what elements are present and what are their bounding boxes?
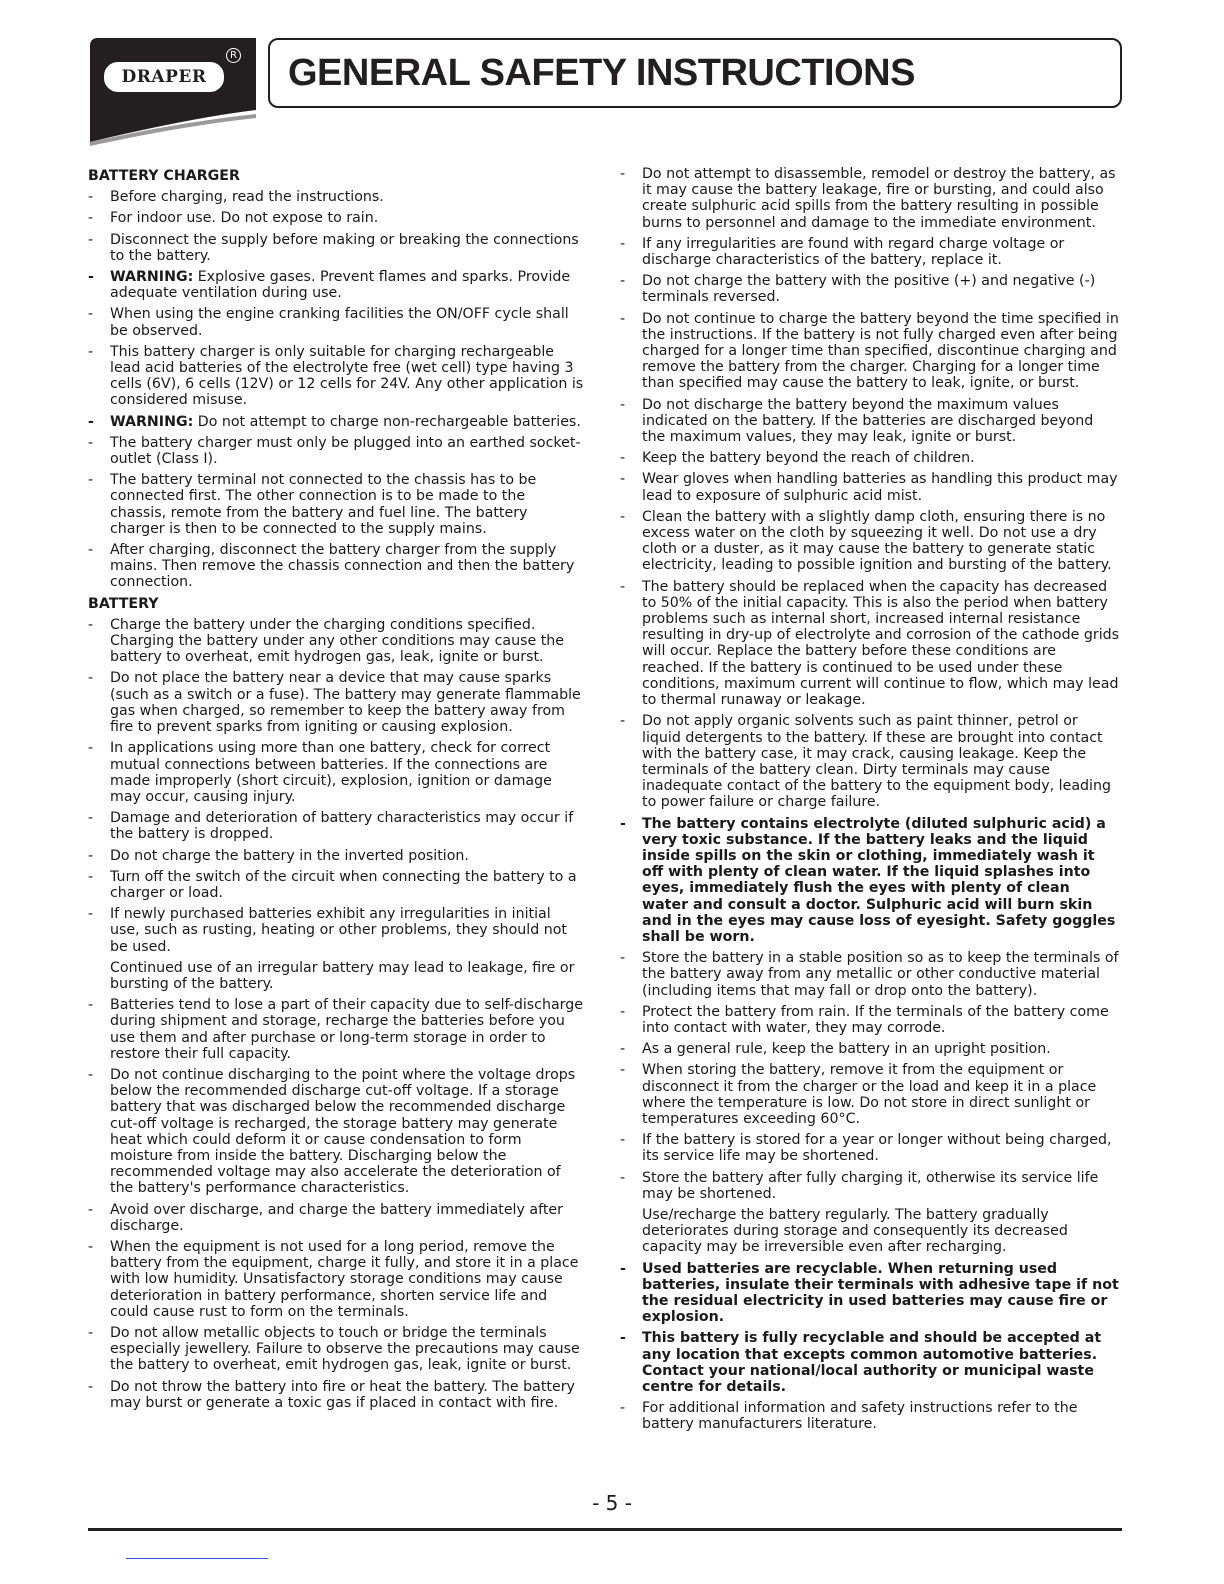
- list-item: - Damage and deterioration of battery characteristics may occur if the battery is dropped.: [88, 810, 574, 843]
- logo-brand-text: DRAPER: [102, 60, 226, 94]
- list-item: - Wear gloves when handling batteries as handling this product may lead to exposure of sulphuric acid mist.: [620, 471, 1118, 504]
- list-item: - After charging, disconnect the battery charger from the supply mains. Then remove the chassis connection and then the battery connection.: [88, 542, 575, 591]
- list-item: - When storing the battery, remove it from the equipment or disconnect it from the charger or the load and keep it in a place where the temperature is low. Do not store in direct sunlight or temperatures exceeding 60°C.: [620, 1062, 1097, 1127]
- list-item: - For indoor use. Do not expose to rain.: [88, 210, 379, 227]
- list-item: - If any irregularities are found with regard charge voltage or discharge characteristics of the battery, replace it.: [620, 235, 1065, 269]
- list-item: - As a general rule, keep the battery in an upright position.: [620, 1041, 1051, 1058]
- list-item: - For additional information and safety instructions refer to the battery manufacturers literature.: [620, 1400, 1078, 1433]
- list-item: - The battery should be replaced when the capacity has decreased to 50% of the initial capacity. This is also the period when battery problems such as internal short, increased internal resistance resulting in dry-up of electrolyte and corrosion of the cathode grids will occur. Replace the battery before these conditions are reached. If the battery is continued to be used under these conditions, maximum current will continue to flow, which may lead to thermal runaway or leakage.: [620, 578, 1120, 709]
- right-column: [620, 166, 1120, 1438]
- list-item: - Do not charge the battery with the positive (+) and negative (-) terminals reversed.: [620, 273, 1096, 306]
- battery-list: [88, 617, 584, 1411]
- list-item: - Do not continue discharging to the point where the voltage drops below the recommended discharge cut-off voltage. If a storage battery that was discharged below the recommended discharge cut-off voltage is recharged, the storage battery may generate heat which could deform it or cause condensation to form moisture from inside the battery. Discharging below the recommended voltage may also accelerate the deterioration of the battery's performance characteristics.: [88, 1066, 576, 1197]
- list-item: - Store the battery after fully charging it, otherwise its service life may be shortened.: [620, 1169, 1099, 1202]
- left-column: [88, 166, 584, 1416]
- list-item: - Before charging, read the instructions.: [88, 189, 384, 206]
- list-item-warning: - Used batteries are recyclable. When returning used batteries, insulate their terminals with adhesive tape if not the residual electricity in used batteries may cause fire or explosion.: [620, 1260, 1119, 1326]
- list-item: - Avoid over discharge, and charge the battery immediately after discharge.: [88, 1201, 563, 1234]
- list-item: - The battery charger must only be plugged into an earthed socket-outlet (Class I).: [88, 434, 581, 468]
- list-item: - Protect the battery from rain. If the terminals of the battery come into contact with water, they may corrode.: [620, 1003, 1109, 1036]
- list-item-warning: - This battery is fully recyclable and should be accepted at any location that excepts common automotive batteries. Contact your national/local authority or municipal waste centre for details.: [620, 1330, 1102, 1396]
- footer-divider: [88, 1528, 1122, 1531]
- section-heading-battery-charger: BATTERY CHARGER: [88, 168, 240, 184]
- list-item: - Do not place the battery near a device that may cause sparks (such as a switch or a fuse). The battery may generate flammable gas when charged, so remember to keep the battery away from fire to prevent sparks from igniting or causing explosion.: [88, 670, 581, 736]
- recharge-note: Use/recharge the battery regularly. The battery gradually deteriorates during storage and consequently its decreased capacity may be irreversible even after recharging.: [642, 1206, 1068, 1256]
- title-box: [268, 38, 1122, 108]
- list-item: - If the battery is stored for a year or longer without being charged, its service life may be shortened.: [620, 1132, 1112, 1165]
- list-item: - Do not allow metallic objects to touch or bridge the terminals especially jewellery. Failure to observe the precautions may cause the battery to overheat, emit hydrogen gas, leak, ignite or burst.: [88, 1325, 580, 1374]
- list-item: - In applications using more than one battery, check for correct mutual connections between batteries. If the connections are made improperly (short circuit), explosion, ignition or damage may occur, causing injury.: [88, 740, 552, 805]
- list-item: - Disconnect the supply before making or breaking the connections to the battery.: [88, 231, 579, 264]
- list-item-warning: - WARNING: Explosive gases. Prevent flames and sparks. Provide adequate ventilation during use.: [88, 269, 571, 302]
- list-item: - If newly purchased batteries exhibit any irregularities in initial use, such as rusting, heating or other problems, they should not be used.: [88, 906, 567, 955]
- list-item: - Do not continue to charge the battery beyond the time specified in the instructions. If the battery is not fully charged even after being charged for a longer time than specified, discontinue charging and remove the battery from the charger. Charging for a longer time than specified may cause the battery to leak, ignite, or burst.: [620, 310, 1119, 392]
- page-number: - 5 -: [592, 1491, 632, 1515]
- list-item: - When the equipment is not used for a long period, remove the battery from the equipment, charge it fully, and store it in a place with low humidity. Unsatisfactory storage conditions may cause deterioration in battery performance, shorten service life and could cause rust to form on the terminals.: [88, 1238, 579, 1320]
- list-item: - Do not attempt to disassemble, remodel or destroy the battery, as it may cause the battery leakage, fire or bursting, and could also create sulphuric acid spills from the battery resulting in possible burns to personnel and damage to the immediate environment.: [620, 166, 1116, 231]
- list-item: - When using the engine cranking facilities the ON/OFF cycle shall be observed.: [88, 306, 569, 339]
- list-item: - The battery terminal not connected to the chassis has to be connected first. The other connection is to be made to the chassis, remote from the battery and fuel line. The battery charger is then to be connected to the supply mains.: [88, 472, 537, 537]
- list-item: - Turn off the switch of the circuit when connecting the battery to a charger or load.: [88, 868, 577, 901]
- draper-logo: [90, 38, 256, 146]
- list-item: - Do not apply organic solvents such as paint thinner, petrol or liquid detergents to the battery. If these are brought into contact with the battery case, it may crack, causing leakage. Keep the terminals of the battery clean. Dirty terminals may cause inadequate contact of the battery to the equipment body, leading to power failure or charge failure.: [620, 713, 1111, 811]
- charger-list: [88, 189, 584, 590]
- page-header: [90, 38, 1126, 148]
- page-title: GENERAL SAFETY INSTRUCTIONS: [288, 52, 915, 94]
- list-item-warning: - The battery contains electrolyte (diluted sulphuric acid) a very toxic substance. If the battery leaks and the liquid inside spills on the skin or clothing, immediately wash it off with plenty of clean water. If the liquid splashes into eyes, immediately flush the eyes with plenty of clean water and consult a doctor. Sulphuric acid will burn skin and in the eyes may cause loss of eyesight. Safety goggles shall be worn.: [620, 815, 1116, 945]
- list-item: - Batteries tend to lose a part of their capacity due to self-discharge during shipment and storage, recharge the batteries before you use them and after purchase or long-term storage in order to restore their full capacity.: [88, 997, 583, 1062]
- list-item: - Do not charge the battery in the inverted position.: [88, 847, 469, 864]
- list-item: - Keep the battery beyond the reach of children.: [620, 450, 975, 467]
- list-item: - Do not throw the battery into fire or heat the battery. The battery may burst or generate a toxic gas if placed in contact with fire.: [88, 1378, 575, 1411]
- battery-note: Continued use of an irregular battery may lead to leakage, fire or bursting of the battery.: [110, 959, 575, 992]
- list-item: - Do not discharge the battery beyond the maximum values indicated on the battery. If the batteries are discharged beyond the maximum values, they may leak, ignite or burst.: [620, 396, 1094, 446]
- section-heading-battery: BATTERY: [88, 595, 159, 612]
- footer-link-underline: [126, 1558, 268, 1559]
- list-item: - This battery charger is only suitable for charging rechargeable lead acid batteries of the electrolyte free (wet cell) type having 3 cells (6V), 6 cells (12V) or 12 cells for 24V. Any other application is considered misuse.: [88, 343, 584, 409]
- list-item: - Clean the battery with a slightly damp cloth, ensuring there is no excess water on the cloth by squeezing it well. Do not use a dry cloth or a duster, as it may cause the battery to generate static electricity, leading to possible ignition and bursting of the battery.: [620, 508, 1112, 574]
- registered-mark-icon: R: [226, 48, 241, 63]
- list-item-warning: - WARNING: Do not attempt to charge non-rechargeable batteries.: [88, 413, 581, 430]
- list-item: - Store the battery in a stable position so as to keep the terminals of the battery away from any metallic or other conductive material (including items that may fall or drop onto the battery).: [620, 950, 1119, 999]
- list-item: - Charge the battery under the charging conditions specified. Charging the battery under any other conditions may cause the battery to overheat, emit hydrogen gas, leak, ignite or burst.: [88, 616, 564, 666]
